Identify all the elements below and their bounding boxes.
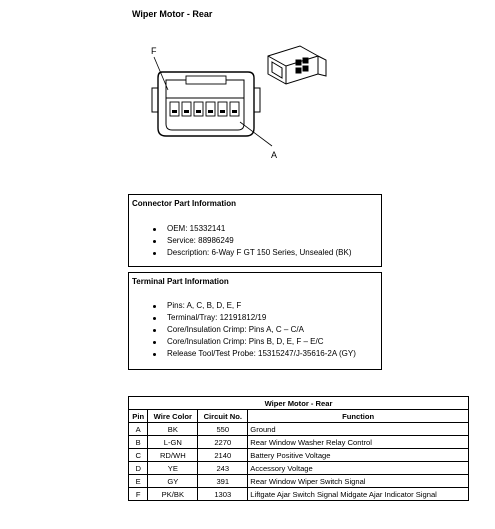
pin-cell: B: [129, 436, 148, 449]
connector-part-info: [128, 194, 382, 267]
circuit-cell: 550: [198, 423, 248, 436]
function-cell: Liftgate Ajar Switch Signal Midgate Ajar Indicator Signal: [248, 488, 469, 501]
list-item: Release Tool/Test Probe: 15315247/J-35616-2A (GY): [167, 348, 381, 360]
pin-cell: E: [129, 475, 148, 488]
table-row: [129, 488, 469, 501]
connector-iso-view: [268, 46, 326, 84]
pin-cell: A: [129, 423, 148, 436]
connector-info-heading: Connector Part Information: [132, 199, 237, 208]
pin-f-label: F: [151, 46, 157, 56]
wire-color-cell: PK/BK: [148, 488, 198, 501]
circuit-cell: 391: [198, 475, 248, 488]
connector-info-list: [129, 223, 381, 259]
wire-color-cell: L-GN: [148, 436, 198, 449]
pin-cell: F: [129, 488, 148, 501]
circuit-cell: 2270: [198, 436, 248, 449]
terminal-part-info: [128, 272, 382, 370]
wire-color-cell: GY: [148, 475, 198, 488]
function-cell: Ground: [248, 423, 469, 436]
column-header: Circuit No.: [198, 410, 248, 423]
list-item: OEM: 15332141: [167, 223, 381, 235]
function-cell: Rear Window Wiper Switch Signal: [248, 475, 469, 488]
connector-face: [152, 72, 260, 136]
list-item: Core/Insulation Crimp: Pins B, D, E, F – E/C: [167, 336, 381, 348]
circuit-cell: 243: [198, 462, 248, 475]
terminal-info-heading: Terminal Part Information: [132, 277, 229, 286]
function-cell: Accessory Voltage: [248, 462, 469, 475]
terminal-info-list: [129, 300, 381, 360]
table-row: [129, 423, 469, 436]
wire-color-cell: RD/WH: [148, 449, 198, 462]
pin-table-caption: Wiper Motor - Rear: [129, 397, 469, 410]
function-cell: Rear Window Washer Relay Control: [248, 436, 469, 449]
list-item: Service: 88986249: [167, 235, 381, 247]
column-header: Function: [248, 410, 469, 423]
table-row: [129, 475, 469, 488]
connector-diagram: [140, 40, 340, 170]
column-header: Wire Color: [148, 410, 198, 423]
table-row: [129, 436, 469, 449]
pin-cell: C: [129, 449, 148, 462]
pin-table: [128, 396, 469, 501]
list-item: Terminal/Tray: 12191812/19: [167, 312, 381, 324]
page-title: Wiper Motor - Rear: [132, 9, 213, 19]
list-item: Description: 6-Way F GT 150 Series, Unsealed (BK): [167, 247, 381, 259]
list-item: Pins: A, C, B, D, E, F: [167, 300, 381, 312]
table-row: [129, 449, 469, 462]
column-header: Pin: [129, 410, 148, 423]
wire-color-cell: BK: [148, 423, 198, 436]
function-cell: Battery Positive Voltage: [248, 449, 469, 462]
circuit-cell: 1303: [198, 488, 248, 501]
circuit-cell: 2140: [198, 449, 248, 462]
pin-cell: D: [129, 462, 148, 475]
table-row: [129, 462, 469, 475]
list-item: Core/Insulation Crimp: Pins A, C – C/A: [167, 324, 381, 336]
pin-a-label: A: [271, 150, 278, 160]
wire-color-cell: YE: [148, 462, 198, 475]
